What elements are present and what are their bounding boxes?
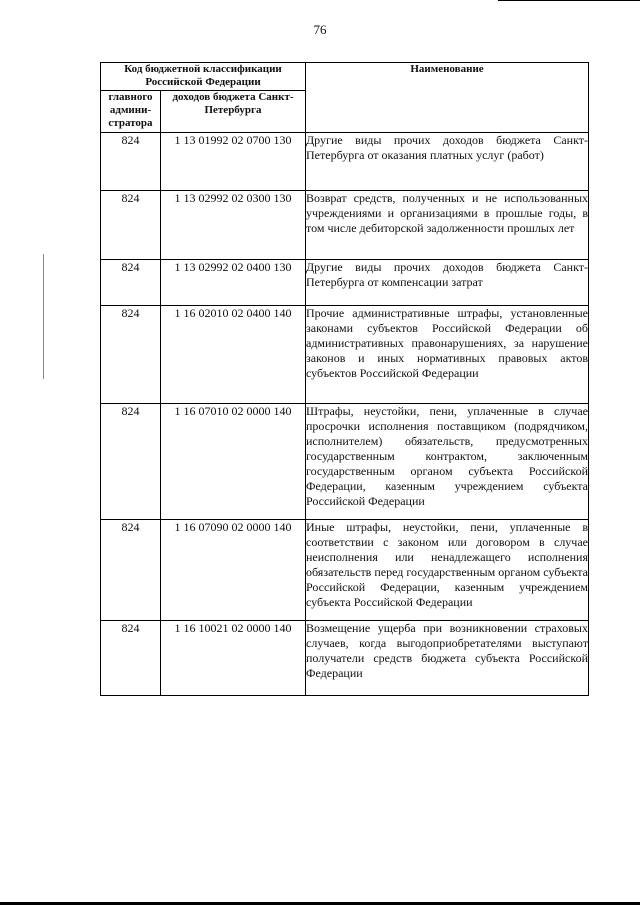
table-row (101, 191, 589, 260)
scan-line-top (498, 0, 640, 1)
income-code-cell: 1 16 10021 02 0000 140 (161, 621, 306, 696)
income-name-text: Иные штрафы, неустойки, пени, уплаченные в соответствии с законом или договором в случае неисполнения или ненадлежащего исполнения обязательств перед государственным органом субъекта Российской Федерации, казенным учреждением субъекта Российской Федерации (306, 520, 588, 609)
page-number: 76 (313, 22, 327, 37)
scan-mark-left (43, 254, 44, 379)
income-name-text: Возврат средств, полученных и не использованных учреждениями и организациями в прошлые годы, в том числе дебиторской задолженности прошлых лет (306, 191, 588, 235)
income-name-cell (306, 621, 589, 696)
income-name-cell (306, 306, 589, 404)
header-budget-code-group: Код бюджетной классификации Российской Федерации (101, 63, 306, 91)
income-name-text: Другие виды прочих доходов бюджета Санкт-Петербурга от компенсации затрат (306, 260, 588, 289)
admin-code-cell: 824 (101, 191, 161, 260)
income-name-cell (306, 404, 589, 520)
admin-code-cell: 824 (101, 621, 161, 696)
income-name-cell (306, 191, 589, 260)
table-row (101, 621, 589, 696)
budget-classification-table (100, 62, 589, 696)
header-income-code: доходов бюджета Санкт-Петербурга (161, 91, 306, 133)
income-code-cell: 1 13 02992 02 0400 130 (161, 260, 306, 306)
header-name: Наименование (306, 63, 589, 133)
income-name-cell (306, 520, 589, 621)
income-name-cell (306, 260, 589, 306)
admin-code-cell: 824 (101, 133, 161, 191)
income-name-cell (306, 133, 589, 191)
admin-code-cell: 824 (101, 520, 161, 621)
income-code-cell: 1 16 07010 02 0000 140 (161, 404, 306, 520)
admin-code-cell: 824 (101, 404, 161, 520)
header-admin: главного админи-стратора (101, 91, 161, 133)
income-name-text: Прочие административные штрафы, установленные законами субъектов Российской Федерации об административных правонарушениях, за нарушение законов и иных нормативных правовых актов субъектов Российской Федерации (306, 306, 588, 380)
table-row (101, 260, 589, 306)
income-name-text: Штрафы, неустойки, пени, уплаченные в случае просрочки исполнения поставщиком (подрядчиком, исполнителем) обязательств, предусмотренных государственным контрактом, заключенным государственным органом субъекта Российской Федерации, казенным учреждением субъекта Российской Федерации (306, 404, 588, 508)
table-row (101, 520, 589, 621)
income-name-text: Другие виды прочих доходов бюджета Санкт-Петербурга от оказания платных услуг (работ) (306, 133, 588, 162)
income-code-cell: 1 16 07090 02 0000 140 (161, 520, 306, 621)
table-row (101, 306, 589, 404)
income-code-cell: 1 13 02992 02 0300 130 (161, 191, 306, 260)
income-code-cell: 1 13 01992 02 0700 130 (161, 133, 306, 191)
admin-code-cell: 824 (101, 260, 161, 306)
income-code-cell: 1 16 02010 02 0400 140 (161, 306, 306, 404)
table-row (101, 404, 589, 520)
table-row (101, 133, 589, 191)
admin-code-cell: 824 (101, 306, 161, 404)
income-name-text: Возмещение ущерба при возникновении страховых случаев, когда выгодоприобретателями выступают получатели средств бюджета субъекта Российской Федерации (306, 621, 588, 680)
